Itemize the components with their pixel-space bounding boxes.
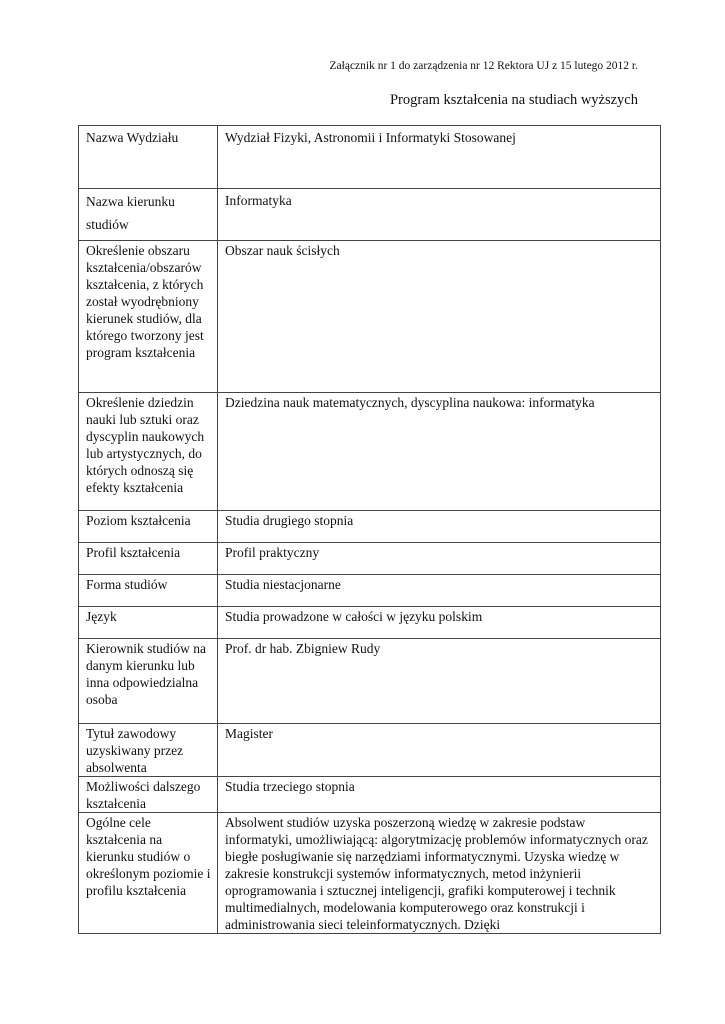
row-value: Studia trzeciego stopnia — [225, 779, 355, 794]
program-info-table — [78, 125, 661, 934]
row-label: Kierownik studiów na danym kierunku lub inna odpowiedzialna osoba — [86, 641, 206, 707]
row-label: Nazwa kierunku studiów — [86, 194, 175, 232]
row-value: Studia niestacjonarne — [225, 577, 341, 592]
row-value-cell — [218, 241, 661, 393]
row-label: Ogólne cele kształcenia na kierunku studiów o określonym poziomie i profilu kształcenia — [86, 815, 211, 898]
row-label-cell — [79, 777, 218, 813]
table-row — [79, 241, 661, 393]
row-label-cell — [79, 575, 218, 607]
row-value: Wydział Fizyki, Astronomii i Informatyki Stosowanej — [225, 130, 516, 145]
row-value: Informatyka — [225, 193, 292, 208]
row-label-cell — [79, 393, 218, 511]
table-row — [79, 511, 661, 543]
row-label-cell — [79, 126, 218, 189]
row-value-cell — [218, 393, 661, 511]
row-value-cell — [218, 189, 661, 241]
row-value-cell — [218, 777, 661, 813]
table-row — [79, 777, 661, 813]
row-value: Studia prowadzone w całości w języku polskim — [225, 609, 483, 624]
row-label: Poziom kształcenia — [86, 513, 191, 528]
row-value-cell — [218, 543, 661, 575]
row-value: Studia drugiego stopnia — [225, 513, 354, 528]
row-value-cell — [218, 607, 661, 639]
row-label: Możliwości dalszego kształcenia — [86, 779, 201, 811]
row-label-cell — [79, 189, 218, 241]
row-label-cell — [79, 639, 218, 724]
table-row — [79, 813, 661, 934]
row-value-cell — [218, 813, 661, 934]
row-value-cell — [218, 575, 661, 607]
row-value: Obszar nauk ścisłych — [225, 243, 340, 258]
row-label: Nazwa Wydziału — [86, 130, 179, 145]
row-value: Prof. dr hab. Zbigniew Rudy — [225, 641, 381, 656]
row-label: Tytuł zawodowy uzyskiwany przez absolwenta — [86, 726, 184, 775]
row-label-cell — [79, 724, 218, 777]
row-label: Język — [86, 609, 117, 624]
table-row — [79, 639, 661, 724]
program-title: Program kształcenia na studiach wyższych — [389, 92, 638, 108]
table-row — [79, 543, 661, 575]
table-row — [79, 393, 661, 511]
row-value: Magister — [225, 726, 273, 741]
table-row — [79, 189, 661, 241]
row-label-cell — [79, 813, 218, 934]
row-label: Określenie dziedzin nauki lub sztuki oraz dyscyplin naukowych lub artystycznych, do których odnoszą się efekty kształcenia — [86, 395, 205, 495]
row-label-cell — [79, 511, 218, 543]
row-value-cell — [218, 511, 661, 543]
row-label: Określenie obszaru kształcenia/obszarów kształcenia, z których został wyodrębniony kierunek studiów, dla którego tworzony jest program kształcenia — [86, 243, 204, 360]
row-value-cell — [218, 639, 661, 724]
row-label: Forma studiów — [86, 577, 168, 592]
row-label: Profil kształcenia — [86, 545, 181, 560]
table-row — [79, 575, 661, 607]
table-row — [79, 607, 661, 639]
row-value-cell — [218, 724, 661, 777]
row-value: Absolwent studiów uzyska poszerzoną wiedzę w zakresie podstaw informatyki, umożliwiającą: algorytmizację problemów informatycznych oraz biegłe posługiwanie się narzędziami informatycznymi. Uzyska wiedzę w zakresie konstrukcji systemów informatycznych, metod inżynierii oprogramowania i sztucznej inteligencji, grafiki komputerowej i technik multimedialnych, modelowania komputerowego oraz konstrukcji i administrowania sieci teleinformatycznych. Dzięki — [225, 815, 648, 932]
row-label-cell — [79, 607, 218, 639]
row-value: Dziedzina nauk matematycznych, dyscyplina naukowa: informatyka — [225, 395, 595, 410]
table-row — [79, 724, 661, 777]
row-label-cell — [79, 543, 218, 575]
annex-note: Załącznik nr 1 do zarządzenia nr 12 Rektora UJ z 15 lutego 2012 r. — [329, 60, 638, 72]
row-value-cell — [218, 126, 661, 189]
row-value: Profil praktyczny — [225, 545, 320, 560]
table-row — [79, 126, 661, 189]
row-label-cell — [79, 241, 218, 393]
